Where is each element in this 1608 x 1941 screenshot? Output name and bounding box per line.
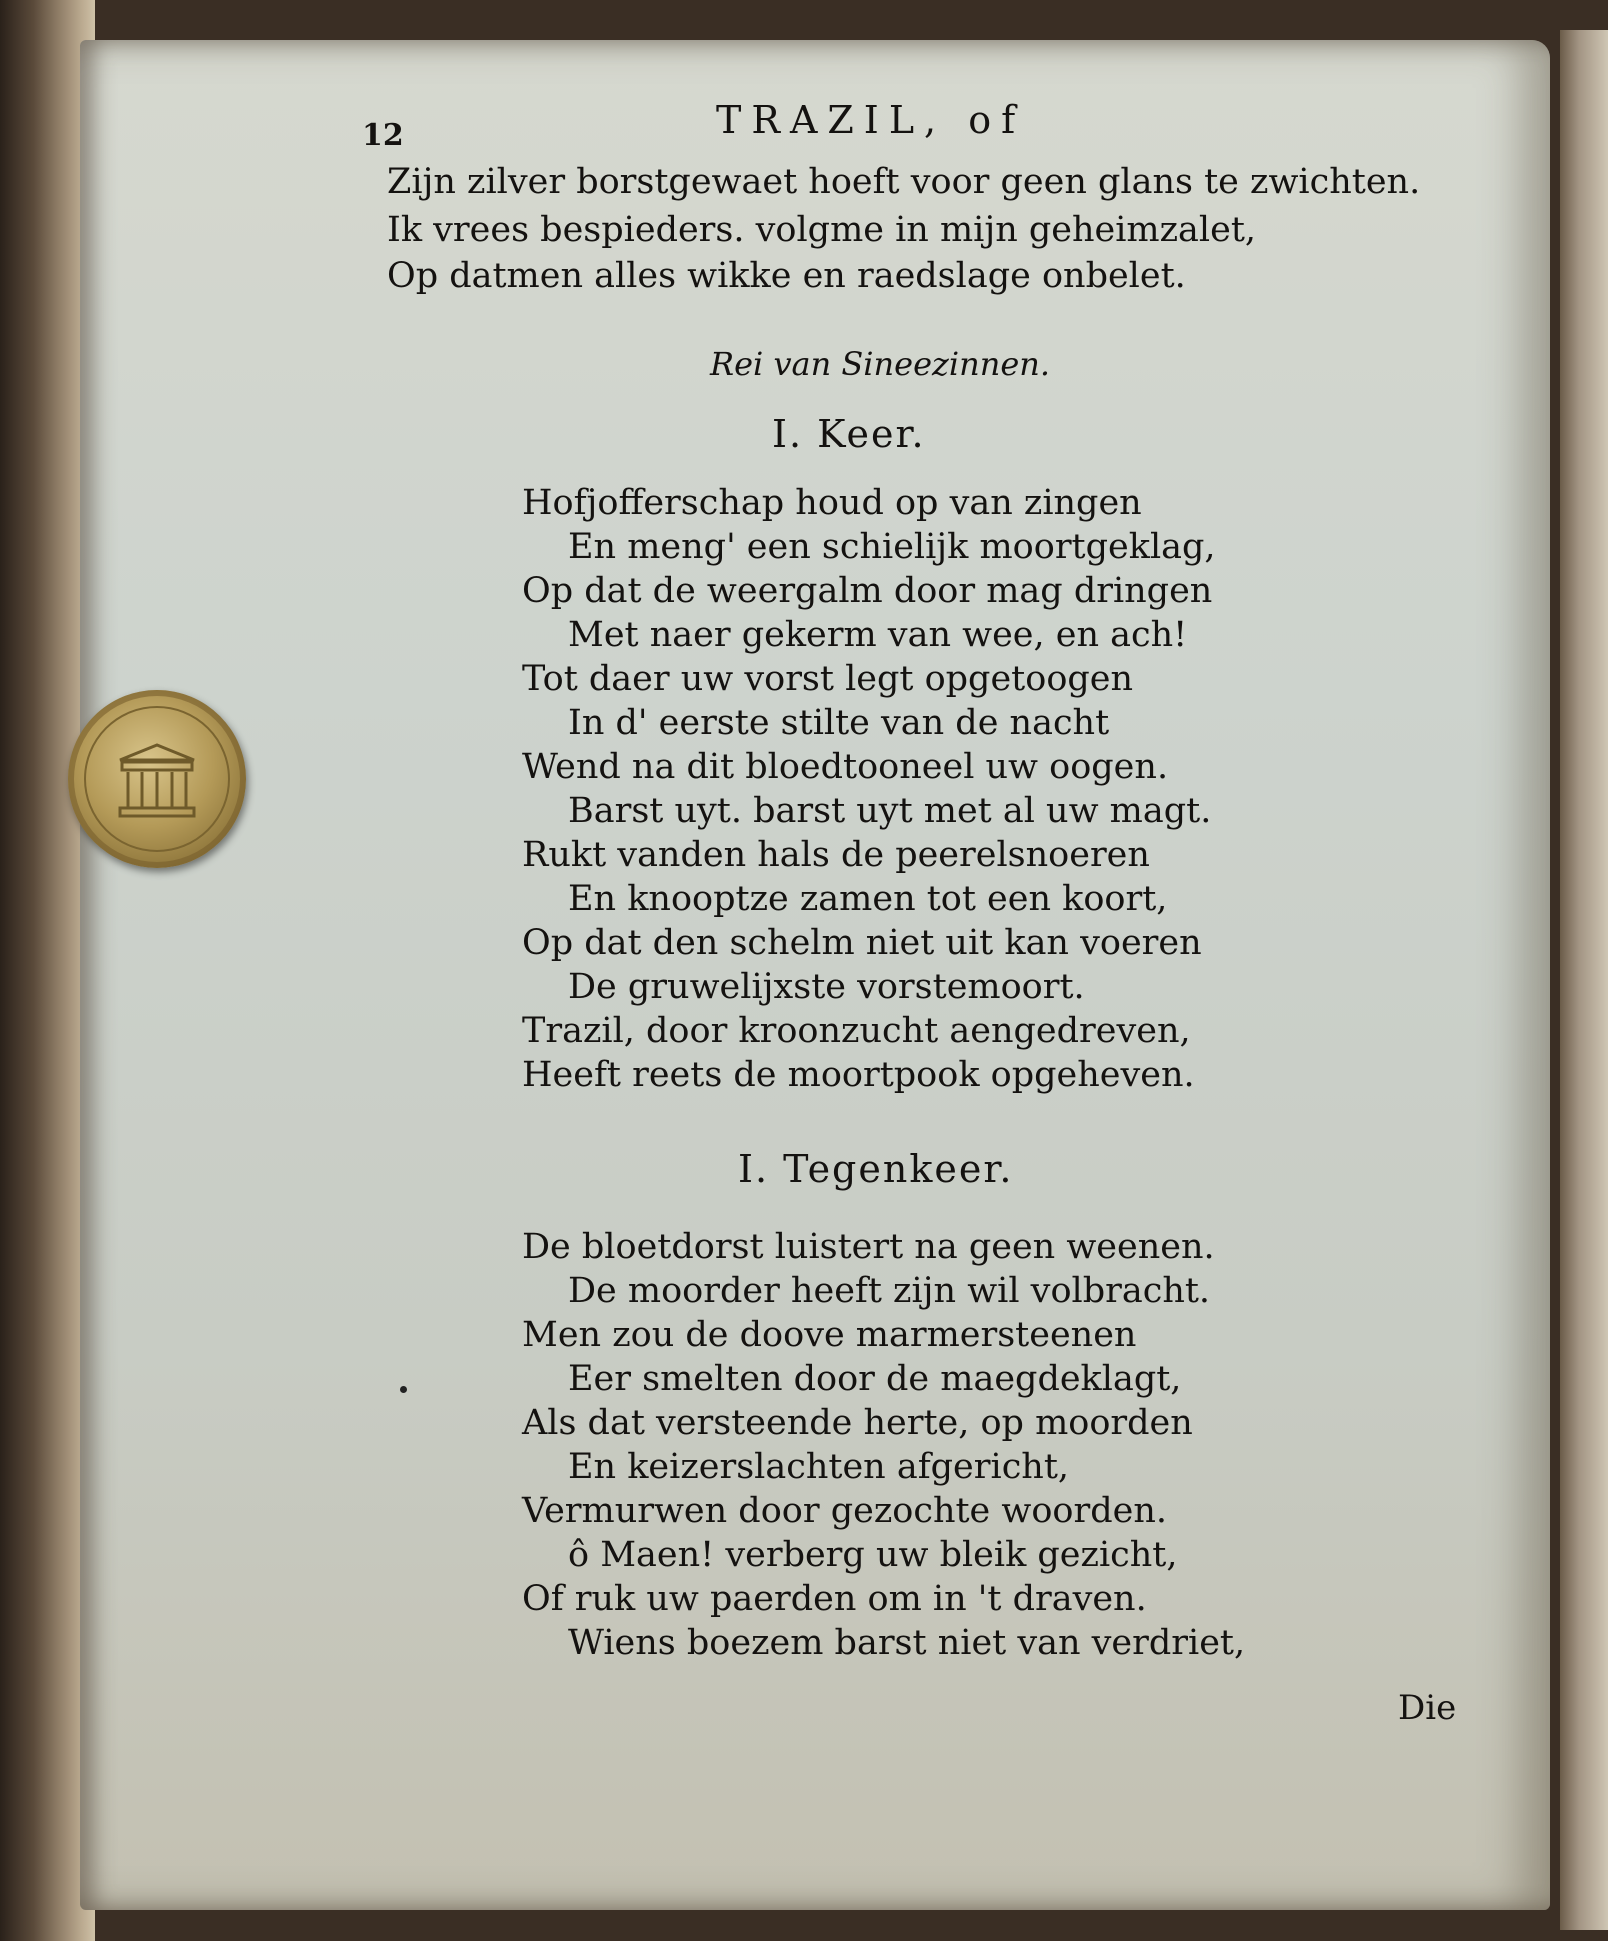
verse-line: En knooptze zamen tot een koort, <box>568 879 1168 919</box>
verse-line: Vermurwen door gezochte woorden. <box>522 1491 1168 1531</box>
verse-line: Eer smelten door de maegdeklagt, <box>568 1359 1182 1399</box>
verse-line: De bloetdorst luistert na geen weenen. <box>522 1227 1215 1267</box>
verse-line: Wiens boezem barst niet van verdriet, <box>568 1623 1246 1663</box>
verse-line: Of ruk uw paerden om in 't draven. <box>522 1579 1147 1619</box>
verse-line: Heeft reets de moortpook opgeheven. <box>522 1055 1195 1095</box>
verse-line: Trazil, door kroonzucht aengedreven, <box>522 1011 1191 1051</box>
coin-icon <box>68 690 246 868</box>
verse-line: Rukt vanden hals de peerelsnoeren <box>522 835 1150 875</box>
opening-line: Zijn zilver borstgewaet hoeft voor geen glans te zwichten. <box>387 162 1421 202</box>
verse-line: Hofjofferschap houd op van zingen <box>522 483 1142 523</box>
verse-line: De moorder heeft zijn wil volbracht. <box>568 1271 1211 1311</box>
verse-line: Als dat versteende herte, op moorden <box>522 1403 1193 1443</box>
book-right-edge <box>1560 30 1608 1930</box>
verse-line: Men zou de doove marmersteenen <box>522 1315 1137 1355</box>
section-title: I. Keer. <box>772 412 926 456</box>
opening-line: Ik vrees bespieders. volgme in mijn geheimzalet, <box>387 210 1257 250</box>
chorus-heading: Rei van Sineezinnen. <box>710 345 1051 383</box>
verse-line: En keizerslachten afgericht, <box>568 1447 1070 1487</box>
coin-gate-icon <box>68 690 246 868</box>
verse-line: En meng' een schielijk moortgeklag, <box>568 527 1216 567</box>
verse-line: Barst uyt. barst uyt met al uw magt. <box>568 791 1212 831</box>
running-head: TRAZIL, of <box>716 98 1026 142</box>
catchword: Die <box>1398 1688 1457 1728</box>
verse-line: Wend na dit bloedtooneel uw oogen. <box>522 747 1169 787</box>
verse-line: Op dat de weergalm door mag dringen <box>522 571 1213 611</box>
opening-line: Op datmen alles wikke en raedslage onbelet. <box>387 256 1186 296</box>
verse-line: Met naer gekerm van wee, en ach! <box>568 615 1188 655</box>
ink-dot <box>400 1386 407 1393</box>
verse-line: ô Maen! verberg uw bleik gezicht, <box>568 1535 1178 1575</box>
verse-line: Tot daer uw vorst legt opgetoogen <box>522 659 1134 699</box>
section-title: I. Tegenkeer. <box>738 1147 1014 1191</box>
verse-line: In d' eerste stilte van de nacht <box>568 703 1110 743</box>
verse-line: Op dat den schelm niet uit kan voeren <box>522 923 1202 963</box>
verse-line: De gruwelijxste vorstemoort. <box>568 967 1085 1007</box>
page-number: 12 <box>362 118 404 153</box>
